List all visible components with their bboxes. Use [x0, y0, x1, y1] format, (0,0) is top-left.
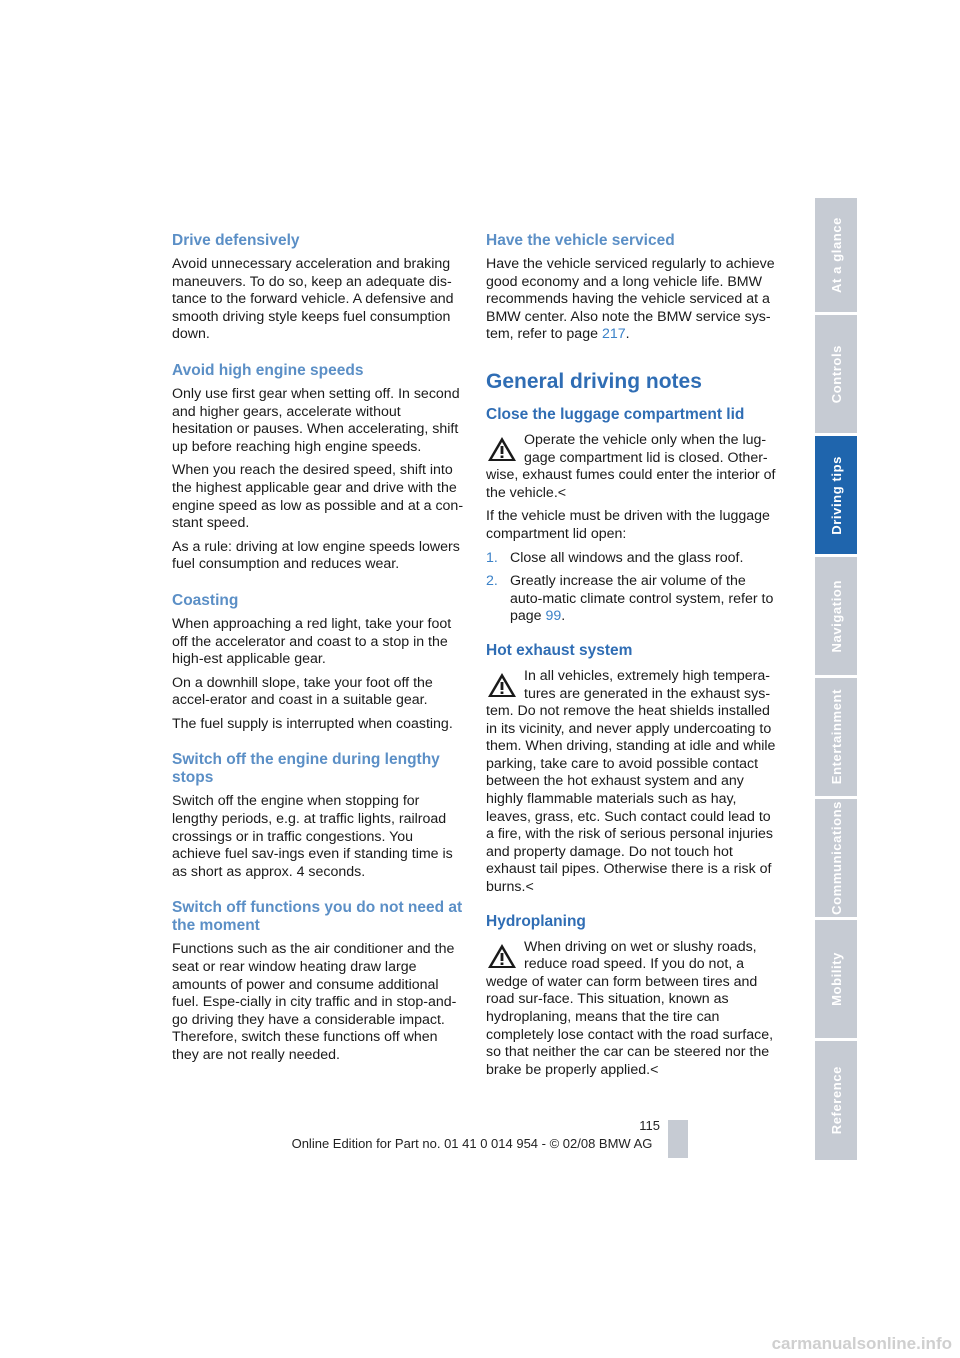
- tab-label: Navigation: [828, 579, 844, 653]
- step-text: Greatly increase the air volume of the auto-matic climate control system, refer to page: [510, 573, 774, 625]
- step-list: [486, 550, 778, 626]
- step-text: Close all windows and the glass roof.: [510, 549, 744, 566]
- page-number: 115: [639, 1118, 660, 1133]
- tab-driving-tips[interactable]: [815, 436, 857, 554]
- tab-at-a-glance[interactable]: [815, 198, 857, 312]
- tab-entertainment[interactable]: [815, 678, 857, 796]
- chapter-tabs: [815, 198, 857, 1160]
- page-link-217[interactable]: 217: [601, 326, 626, 343]
- paragraph: Avoid unnecessary acceleration and braking maneuvers. To do so, keep an adequate dis-tance to the forward vehicle. A defensive and smooth driving style keeps fuel consumption down.: [172, 256, 454, 343]
- tab-label: Mobility: [828, 952, 844, 1006]
- paragraph: When you reach the desired speed, shift into the highest applicable gear and drive with the engine speed as low as possible and at a con-stant speed.: [172, 462, 464, 532]
- warning-text: In all vehicles, extremely high tempera-tures are generated in the exhaust sys-tem. Do not remove the heat shields installed in its vicinity, and never apply undercoating to them. When driving, standing at idle and while parking, take care to avoid possible contact between the hot exhaust system and any highly flammable materials such as hay, leaves, grass, etc. Such contact could lead to a fire, with the risk of serious personal injuries and property damage. Do not touch hot exhaust tail pipes. Otherwise there is a risk of burns.: [486, 667, 776, 896]
- punctuation: .: [625, 326, 630, 343]
- warning-text: When driving on wet or slushy roads, reduce road speed. If you do not, a wedge of water can form between tires and road sur-face. This situation, known as hydroplaning, means that the tire can completely lose contact with the road surface, so that neither the car can be steered nor the brake be properly applied.: [486, 938, 774, 1078]
- end-mark: <: [650, 1061, 659, 1078]
- section-title-high-engine-speeds: Avoid high engine speeds: [172, 361, 364, 379]
- tab-label: Controls: [828, 344, 844, 404]
- warning-triangle-icon: [486, 941, 518, 971]
- end-mark: <: [557, 484, 567, 501]
- page-link-99[interactable]: 99: [545, 608, 562, 625]
- paragraph: When approaching a red light, take your foot off the accelerator and coast to a stop in the high-est applicable gear.: [172, 615, 452, 668]
- paragraph: On a downhill slope, take your foot off the accel-erator and coast in a suitable gear.: [172, 674, 433, 709]
- section-title-vehicle-serviced: Have the vehicle serviced: [486, 232, 675, 249]
- tab-communications[interactable]: [815, 799, 857, 917]
- paragraph: Functions such as the air conditioner and the seat or rear window heating draw large amounts of power and consume additional fuel. Espe-cially in city traffic and in stop-and-go driving they have a considerable impact. Therefore, switch these functions off when they are not really needed.: [172, 941, 457, 1063]
- tab-navigation[interactable]: [815, 557, 857, 675]
- section-title-hot-exhaust: Hot exhaust system: [486, 641, 633, 659]
- warning-note: [486, 939, 778, 1080]
- paragraph: As a rule: driving at low engine speeds lowers fuel consumption and reduces wear.: [172, 538, 460, 573]
- list-item: [486, 550, 778, 568]
- tab-controls[interactable]: [815, 315, 857, 433]
- paragraph: Switch off the engine when stopping for lengthy periods, e.g. at traffic lights, railroad crossings or in traffic congestions. You achieve fuel sav-ings even if standing time is as short as approx. 4 seconds.: [172, 793, 453, 880]
- tab-label: Communications: [828, 801, 844, 915]
- warning-triangle-icon: [486, 434, 518, 464]
- tab-label: Reference: [828, 1066, 844, 1135]
- list-item: [486, 573, 778, 626]
- punctuation: .: [561, 608, 566, 625]
- end-mark: <: [525, 879, 534, 896]
- section-title-coasting: Coasting: [172, 591, 239, 609]
- tab-mobility[interactable]: [815, 920, 857, 1038]
- footer-edition-text: Online Edition for Part no. 01 41 0 014 954 - © 02/08 BMW AG: [291, 1136, 653, 1151]
- chapter-title: General driving notes: [486, 369, 702, 393]
- tab-label: Driving tips: [828, 455, 844, 535]
- left-column: [172, 228, 464, 1071]
- section-title-drive-defensively: Drive defensively: [172, 232, 300, 249]
- warning-note: [486, 668, 778, 897]
- paragraph: Only use first gear when setting off. In second and higher gears, accelerate without hesitation or pauses. When accelerating, shift up before reaching high engine speeds.: [172, 385, 460, 455]
- paragraph: The fuel supply is interrupted when coasting.: [172, 715, 453, 732]
- section-title-switch-off-engine: Switch off the engine during lengthy stops: [172, 751, 440, 787]
- warning-text: Operate the vehicle only when the lug-gage compartment lid is closed. Other-wise, exhaust fumes could enter the interior of the vehicle.: [486, 431, 776, 501]
- section-title-hydroplaning: Hydroplaning: [486, 912, 586, 930]
- paragraph: [486, 256, 778, 344]
- warning-note: [486, 432, 778, 502]
- watermark: carmanualsonline.info: [771, 1334, 952, 1353]
- step-number: 2.: [486, 573, 498, 590]
- tab-label: Entertainment: [828, 689, 844, 785]
- section-title-luggage-lid: Close the luggage compartment lid: [486, 405, 745, 423]
- paragraph-text: Have the vehicle serviced regularly to achieve good economy and a long vehicle life. BMW recommends having the vehicle serviced at a BMW center. Also note the BMW service sys-tem, refer to page: [486, 256, 775, 343]
- paragraph: If the vehicle must be driven with the luggage compartment lid open:: [486, 508, 770, 542]
- warning-triangle-icon: [486, 670, 518, 700]
- step-number: 1.: [486, 549, 498, 566]
- right-column: [486, 228, 778, 1085]
- tab-reference[interactable]: [815, 1041, 857, 1160]
- section-title-switch-off-functions: Switch off functions you do not need at the moment: [172, 899, 463, 935]
- tab-label: At a glance: [828, 217, 844, 293]
